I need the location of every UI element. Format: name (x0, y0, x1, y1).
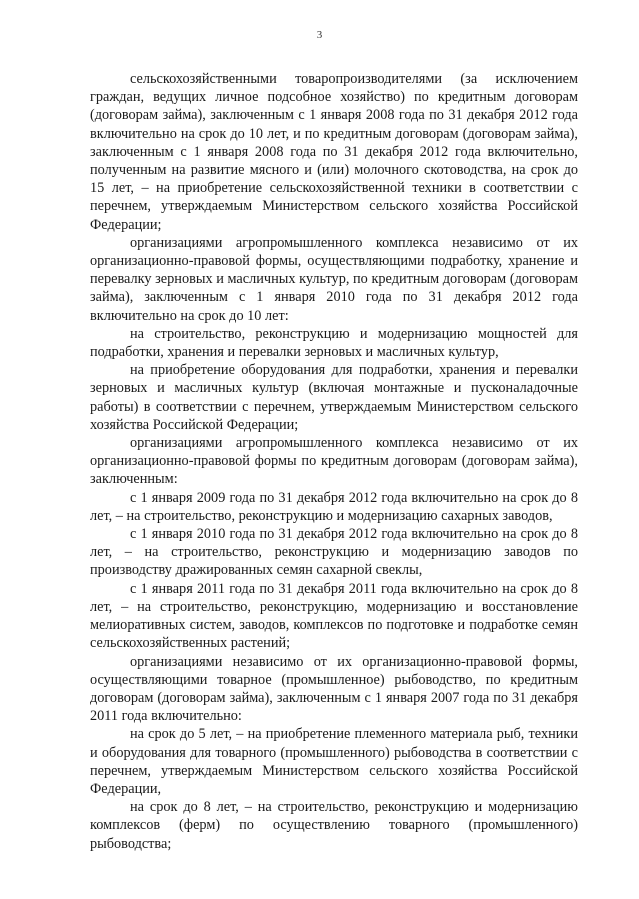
paragraph-3: на строительство, реконструкцию и модернизацию мощностей для подработки, хранения и перевалки зерновых и масличных культур, (90, 325, 578, 361)
paragraph-6: с 1 января 2009 года по 31 декабря 2012 года включительно на срок до 8 лет, – на строительство, реконструкцию и модернизацию сахарных заводов, (90, 489, 578, 524)
paragraph-4: на приобретение оборудования для подработки, хранения и перевалки зерновых и масличных культур (включая монтажные и пусконаладочные работы) в соответствии с перечнем, утверждаемым Министерством сельского хозяйства Российской Федерации; (90, 362, 578, 433)
paragraph-9: организациями независимо от их организационно-правовой формы, осуществляющими товарное (промышленное) рыбоводство, по кредитным договорам (договорам займа), заключенным с 1 января 2007 года по 31 декабря 2011 года включительно: (90, 653, 578, 725)
paragraph-8: с 1 января 2011 года по 31 декабря 2011 года включительно на срок до 8 лет, – на строительство, реконструкцию, модернизацию и восстановление мелиоративных систем, заводов, комплексов по подготовке и подработке семян сельскохозяйственных растений; (90, 580, 578, 652)
document-body (90, 70, 578, 853)
paragraph-10: на срок до 5 лет, – на приобретение племенного материала рыб, техники и оборудования для товарного (промышленного) рыбоводства в соответствии с перечнем, утверждаемым Министерством сельского хозяйства Российской Федерации, (90, 726, 578, 797)
paragraph-5: организациями агропромышленного комплекса независимо от их организационно-правовой формы по кредитным договорам (договорам займа), заключенным: (90, 435, 578, 488)
paragraph-11: на срок до 8 лет, – на строительство, реконструкцию и модернизацию комплексов (ферм) по осуществлению товарного (промышленного) рыбоводства; (90, 799, 578, 852)
paragraph-7: с 1 января 2010 года по 31 декабря 2012 года включительно на срок до 8 лет, – на строительство, реконструкцию и модернизацию заводов по производству дражированных семян сахарной свеклы, (90, 526, 578, 579)
page-number: 3 (316, 29, 323, 41)
paragraph-2: организациями агропромышленного комплекса независимо от их организационно-правовой формы, осуществляющими подработку, хранение и перевалку зерновых и масличных культур, по кредитным договорам (договорам займа), заключенным с 1 января 2010 года по 31 декабря 2012 года включительно на срок до 10 лет: (90, 234, 578, 324)
paragraph-1: сельскохозяйственными товаропроизводителями (за исключением граждан, ведущих личное подсобное хозяйство) по кредитным договорам (договорам займа), заключенным с 1 января 2008 года по 31 декабря 2012 года включительно на срок до 10 лет, и по кредитным договорам (договорам займа), заключенным с 1 января 2008 года по 31 декабря 2012 года включительно, полученным на развитие мясного и (или) молочного скотоводства, на срок до 15 лет, – на приобретение сельскохозяйственной техники в соответствии с перечнем, утверждаемым Министерством сельского хозяйства Российской Федерации; (90, 71, 578, 233)
